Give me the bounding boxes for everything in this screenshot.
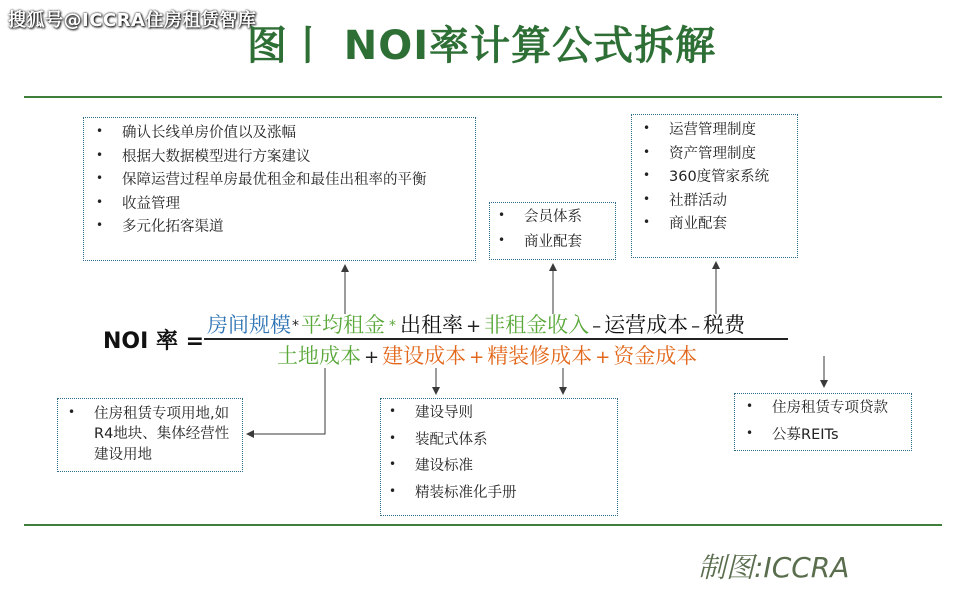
list-item: • 会员体系 — [524, 208, 615, 227]
term-tax: 税费 — [703, 313, 746, 337]
list-item: • 保障运营过程单房最优租金和最佳出租率的平衡 — [122, 171, 475, 190]
list-item: • 住房租赁专项用地,如R4地块、集体经营性建设用地 — [94, 404, 234, 465]
list-item: • 建设导则 — [415, 404, 617, 423]
term-construction-cost: 建设成本 — [382, 344, 467, 368]
list-item: • 社群活动 — [669, 192, 797, 211]
formula-label: NOI 率 = — [103, 329, 205, 354]
list-item: • 商业配套 — [524, 233, 615, 252]
list-item: • 运营管理制度 — [669, 121, 797, 140]
list-item: • 住房租赁专项贷款 — [772, 399, 911, 418]
list-item: • 根据大数据模型进行方案建议 — [122, 148, 475, 167]
term-non-rent-income: 非租金收入 — [484, 313, 590, 337]
list-item: • 确认长线单房价值以及涨幅 — [122, 124, 475, 143]
list-item: • 商业配套 — [669, 215, 797, 234]
list-item: • 资产管理制度 — [669, 145, 797, 164]
term-avg-rent: 平均租金 — [301, 313, 385, 337]
list-item: • 建设标准 — [415, 457, 617, 476]
list-item: • 装配式体系 — [415, 431, 617, 450]
term-decoration-cost: 精装修成本 — [487, 344, 593, 368]
operator: + — [469, 347, 485, 368]
list-item: • 360度管家系统 — [669, 168, 797, 187]
watermark: 搜狐号@ICCRA住房租赁智库 — [8, 10, 257, 31]
operator: * — [389, 318, 396, 334]
term-room-scale: 房间规模 — [207, 313, 291, 337]
term-land-cost: 土地成本 — [277, 344, 361, 368]
operator: + — [364, 347, 380, 368]
term-operating-cost: 运营成本 — [604, 313, 689, 337]
list-item: • 收益管理 — [122, 195, 475, 214]
operator: * — [292, 318, 299, 334]
page-title: 图丨 NOI率计算公式拆解 — [246, 23, 717, 69]
footer-credit: 制图:ICCRA — [698, 551, 850, 584]
operator: – — [691, 316, 701, 337]
list-item: • 精装标准化手册 — [415, 484, 617, 503]
list-item: • 公募REITs — [772, 426, 911, 445]
term-occupancy: 出租率 — [400, 313, 463, 337]
operator: + — [466, 316, 482, 337]
operator: – — [592, 316, 602, 337]
list-item: • 多元化拓客渠道 — [122, 218, 475, 237]
arrow-to-land-box — [250, 368, 325, 434]
operator: + — [595, 347, 611, 368]
term-capital-cost: 资金成本 — [613, 344, 698, 368]
